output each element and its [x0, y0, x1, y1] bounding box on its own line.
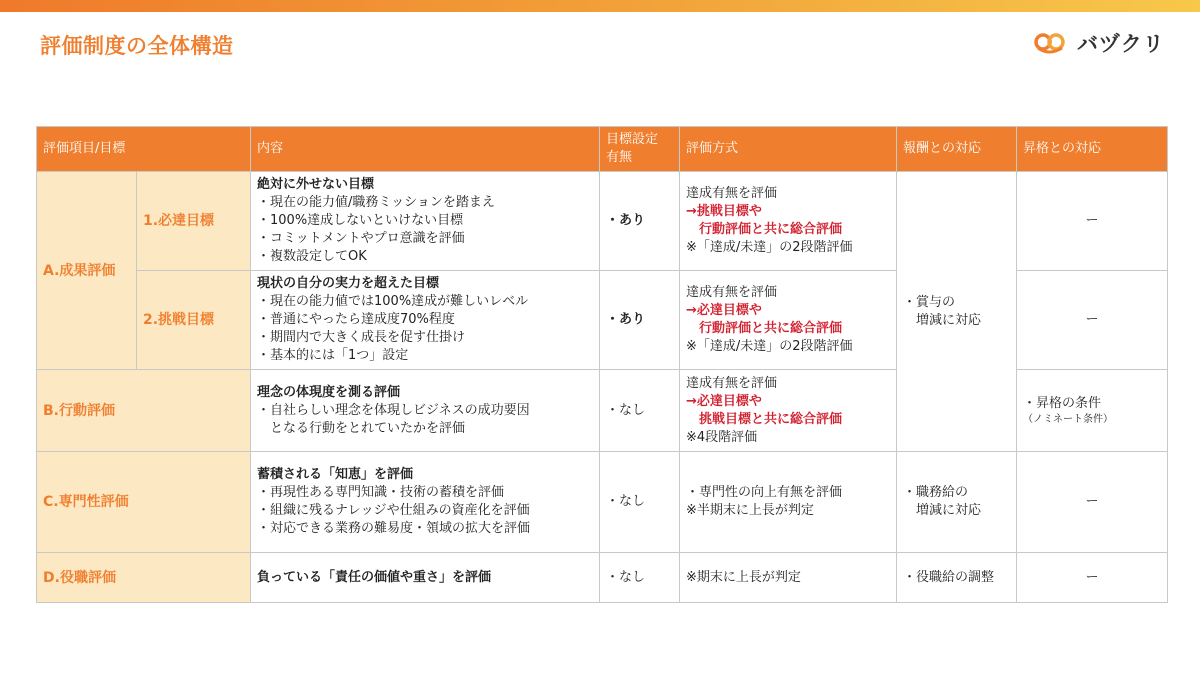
goal-cell: ・なし — [600, 370, 680, 452]
reward-cell: ・役職給の調整 — [897, 553, 1017, 603]
content-cell: 現状の自分の実力を超えた目標 ・現在の能力値では100%達成が難しいレベル ・普通にやったら達成度70%程度 ・期間内で大きく成長を促す仕掛け ・基本的には「1つ」設定 — [251, 271, 600, 370]
evaluation-structure-table — [36, 126, 1168, 603]
category-a: A.成果評価 — [37, 172, 137, 370]
promotion-cell: ・昇格の条件 （ノミネート条件） — [1017, 370, 1168, 452]
reward-cell-a: ・賞与の 増減に対応 — [897, 172, 1017, 452]
company-logo — [1033, 30, 1165, 56]
category-b: B.行動評価 — [37, 370, 251, 452]
table-row — [37, 172, 1168, 271]
method-cell: 達成有無を評価 →必達目標や 挑戦目標と共に総合評価 ※4段階評価 — [680, 370, 897, 452]
reward-cell: ・職務給の 増減に対応 — [897, 452, 1017, 553]
category-d: D.役職評価 — [37, 553, 251, 603]
subcategory-must: 1.必達目標 — [137, 172, 251, 271]
goal-cell: ・なし — [600, 452, 680, 553]
goal-cell: ・あり — [600, 172, 680, 271]
promotion-cell: ー — [1017, 452, 1168, 553]
promotion-cell: ー — [1017, 172, 1168, 271]
header-item: 評価項目/目標 — [37, 127, 251, 172]
content-cell: 理念の体現度を測る評価 ・自社らしい理念を体現しビジネスの成功要因 となる行動をとれていたかを評価 — [251, 370, 600, 452]
method-cell: ・専門性の向上有無を評価 ※半期末に上長が判定 — [680, 452, 897, 553]
content-cell: 蓄積される「知恵」を評価 ・再現性ある専門知識・技術の蓄積を評価 ・組織に残るナレッジや仕組みの資産化を評価 ・対応できる業務の難易度・領域の拡大を評価 — [251, 452, 600, 553]
promotion-cell: ー — [1017, 553, 1168, 603]
method-cell: ※期末に上長が判定 — [680, 553, 897, 603]
subcategory-challenge: 2.挑戦目標 — [137, 271, 251, 370]
top-accent-bar — [0, 0, 1200, 12]
header-method: 評価方式 — [680, 127, 897, 172]
method-cell: 達成有無を評価 →必達目標や 行動評価と共に総合評価 ※「達成/未達」の2段階評価 — [680, 271, 897, 370]
header-reward: 報酬との対応 — [897, 127, 1017, 172]
table-header-row — [37, 127, 1168, 172]
logo-text: バヅクリ — [1077, 32, 1165, 56]
category-c: C.専門性評価 — [37, 452, 251, 553]
promotion-cell: ー — [1017, 271, 1168, 370]
goal-cell: ・なし — [600, 553, 680, 603]
table-row — [37, 452, 1168, 553]
header-goal: 目標設定 有無 — [600, 127, 680, 172]
header-promotion: 昇格との対応 — [1017, 127, 1168, 172]
method-cell: 達成有無を評価 →挑戦目標や 行動評価と共に総合評価 ※「達成/未達」の2段階評価 — [680, 172, 897, 271]
header-content: 内容 — [251, 127, 600, 172]
goal-cell: ・あり — [600, 271, 680, 370]
linked-rings-logo-icon — [1033, 32, 1073, 54]
content-cell: 負っている「責任の価値や重さ」を評価 — [251, 553, 600, 603]
page-title: 評価制度の全体構造 — [40, 34, 234, 58]
content-cell: 絶対に外せない目標 ・現在の能力値/職務ミッションを踏まえ ・100%達成しないといけない目標 ・コミットメントやプロ意識を評価 ・複数設定してOK — [251, 172, 600, 271]
table-row — [37, 553, 1168, 603]
